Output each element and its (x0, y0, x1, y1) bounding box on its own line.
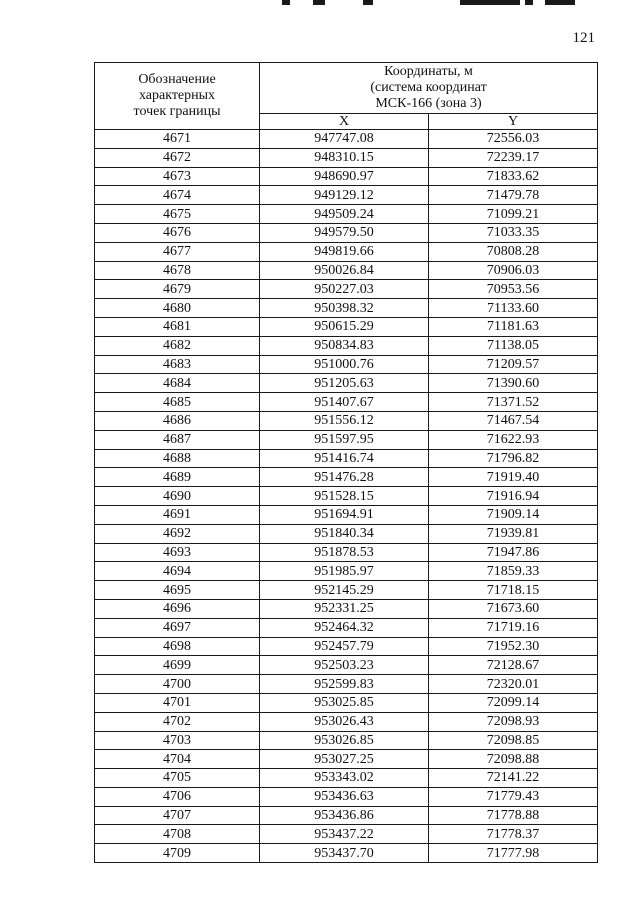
point-id-cell: 4677 (95, 242, 260, 261)
point-id-cell: 4694 (95, 562, 260, 581)
y-coordinate-cell: 72098.88 (429, 750, 598, 769)
point-id-cell: 4709 (95, 844, 260, 863)
point-id-cell: 4702 (95, 712, 260, 731)
table-row (95, 693, 598, 712)
table-row (95, 280, 598, 299)
point-id-cell: 4674 (95, 186, 260, 205)
x-coordinate-cell: 950227.03 (260, 280, 429, 299)
x-coordinate-cell: 949129.12 (260, 186, 429, 205)
point-designation-header (95, 63, 260, 130)
y-coordinate-cell: 71833.62 (429, 167, 598, 186)
point-id-cell: 4681 (95, 317, 260, 336)
page-number: 121 (572, 30, 595, 46)
y-coordinate-cell: 71479.78 (429, 186, 598, 205)
point-id-cell: 4671 (95, 130, 260, 149)
point-id-cell: 4679 (95, 280, 260, 299)
x-coordinate-cell: 947747.08 (260, 130, 429, 149)
point-id-cell: 4708 (95, 825, 260, 844)
point-id-cell: 4684 (95, 374, 260, 393)
table-row (95, 599, 598, 618)
table-row (95, 581, 598, 600)
x-coordinate-cell: 949509.24 (260, 205, 429, 224)
point-id-cell: 4685 (95, 393, 260, 412)
point-id-cell: 4693 (95, 543, 260, 562)
y-coordinate-cell: 71622.93 (429, 430, 598, 449)
table-row (95, 317, 598, 336)
table-row (95, 223, 598, 242)
point-id-cell: 4695 (95, 581, 260, 600)
point-id-cell: 4703 (95, 731, 260, 750)
table-row (95, 355, 598, 374)
point-id-cell: 4697 (95, 618, 260, 637)
table-row (95, 186, 598, 205)
table-row (95, 656, 598, 675)
table-body (95, 130, 598, 863)
x-coordinate-cell: 951000.76 (260, 355, 429, 374)
point-id-cell: 4676 (95, 223, 260, 242)
x-coordinate-cell: 953026.85 (260, 731, 429, 750)
x-coordinate-cell: 953343.02 (260, 769, 429, 788)
coords-header-line: (система координат (370, 80, 487, 95)
x-coordinate-cell: 951694.91 (260, 505, 429, 524)
point-id-cell: 4704 (95, 750, 260, 769)
x-coordinate-cell: 951205.63 (260, 374, 429, 393)
table-header (95, 63, 598, 130)
x-coordinate-cell: 951840.34 (260, 524, 429, 543)
y-coordinate-cell: 71033.35 (429, 223, 598, 242)
table-row (95, 167, 598, 186)
table-row (95, 336, 598, 355)
x-coordinate-cell: 952599.83 (260, 675, 429, 694)
x-coordinate-cell: 952457.79 (260, 637, 429, 656)
x-coordinate-cell: 951528.15 (260, 487, 429, 506)
x-coordinate-cell: 949579.50 (260, 223, 429, 242)
point-id-cell: 4699 (95, 656, 260, 675)
y-coordinate-cell: 71467.54 (429, 411, 598, 430)
table-row (95, 618, 598, 637)
point-id-cell: 4691 (95, 505, 260, 524)
x-coordinate-cell: 951416.74 (260, 449, 429, 468)
table-row (95, 393, 598, 412)
point-header-line: характерных (138, 88, 216, 103)
point-header-line: точек границы (133, 104, 221, 119)
table-row (95, 430, 598, 449)
point-id-cell: 4678 (95, 261, 260, 280)
table-row (95, 130, 598, 149)
y-column-header: Y (429, 114, 598, 130)
table-row (95, 637, 598, 656)
x-coordinate-cell: 950398.32 (260, 299, 429, 318)
point-id-cell: 4689 (95, 468, 260, 487)
x-coordinate-cell: 950615.29 (260, 317, 429, 336)
x-coordinate-cell: 950834.83 (260, 336, 429, 355)
point-header-line: Обозначение (138, 72, 216, 87)
table-row (95, 261, 598, 280)
y-coordinate-cell: 72098.93 (429, 712, 598, 731)
y-coordinate-cell: 71099.21 (429, 205, 598, 224)
x-coordinate-cell: 952464.32 (260, 618, 429, 637)
x-coordinate-cell: 951878.53 (260, 543, 429, 562)
point-id-cell: 4698 (95, 637, 260, 656)
y-coordinate-cell: 71778.88 (429, 806, 598, 825)
coordinates-table (94, 62, 598, 863)
x-coordinate-cell: 952503.23 (260, 656, 429, 675)
y-coordinate-cell: 72141.22 (429, 769, 598, 788)
x-coordinate-cell: 948690.97 (260, 167, 429, 186)
x-coordinate-cell: 951407.67 (260, 393, 429, 412)
coords-header-line: МСК-166 (зона 3) (375, 96, 482, 111)
y-coordinate-cell: 72128.67 (429, 656, 598, 675)
y-coordinate-cell: 71778.37 (429, 825, 598, 844)
table-row (95, 299, 598, 318)
point-id-cell: 4686 (95, 411, 260, 430)
y-coordinate-cell: 72099.14 (429, 693, 598, 712)
table-row (95, 825, 598, 844)
y-coordinate-cell: 71909.14 (429, 505, 598, 524)
point-id-cell: 4682 (95, 336, 260, 355)
table-row (95, 712, 598, 731)
y-coordinate-cell: 70906.03 (429, 261, 598, 280)
y-coordinate-cell: 71719.16 (429, 618, 598, 637)
point-id-cell: 4696 (95, 599, 260, 618)
x-coordinate-cell: 953026.43 (260, 712, 429, 731)
table-row (95, 487, 598, 506)
coordinates-header (260, 63, 598, 114)
point-id-cell: 4683 (95, 355, 260, 374)
table-row (95, 543, 598, 562)
table-row (95, 148, 598, 167)
x-coordinate-cell: 952331.25 (260, 599, 429, 618)
point-id-cell: 4707 (95, 806, 260, 825)
x-coordinate-cell: 949819.66 (260, 242, 429, 261)
table-row (95, 675, 598, 694)
y-coordinate-cell: 71947.86 (429, 543, 598, 562)
table-row (95, 524, 598, 543)
x-coordinate-cell: 953437.70 (260, 844, 429, 863)
x-coordinate-cell: 951985.97 (260, 562, 429, 581)
point-id-cell: 4675 (95, 205, 260, 224)
point-id-cell: 4690 (95, 487, 260, 506)
point-id-cell: 4672 (95, 148, 260, 167)
table-row (95, 562, 598, 581)
y-coordinate-cell: 71779.43 (429, 787, 598, 806)
y-coordinate-cell: 72098.85 (429, 731, 598, 750)
x-coordinate-cell: 953436.86 (260, 806, 429, 825)
y-coordinate-cell: 71718.15 (429, 581, 598, 600)
table-row (95, 468, 598, 487)
x-coordinate-cell: 951597.95 (260, 430, 429, 449)
y-coordinate-cell: 71209.57 (429, 355, 598, 374)
y-coordinate-cell: 71859.33 (429, 562, 598, 581)
table-row (95, 787, 598, 806)
x-coordinate-cell: 951556.12 (260, 411, 429, 430)
point-id-cell: 4680 (95, 299, 260, 318)
x-coordinate-cell: 952145.29 (260, 581, 429, 600)
table-row (95, 374, 598, 393)
x-coordinate-cell: 953437.22 (260, 825, 429, 844)
x-coordinate-cell: 950026.84 (260, 261, 429, 280)
y-coordinate-cell: 71138.05 (429, 336, 598, 355)
point-id-cell: 4706 (95, 787, 260, 806)
point-id-cell: 4688 (95, 449, 260, 468)
point-id-cell: 4687 (95, 430, 260, 449)
table-row (95, 449, 598, 468)
y-coordinate-cell: 71673.60 (429, 599, 598, 618)
x-coordinate-cell: 951476.28 (260, 468, 429, 487)
y-coordinate-cell: 71181.63 (429, 317, 598, 336)
x-column-header: X (260, 114, 429, 130)
table-row (95, 750, 598, 769)
point-id-cell: 4701 (95, 693, 260, 712)
y-coordinate-cell: 71952.30 (429, 637, 598, 656)
table-row (95, 242, 598, 261)
point-id-cell: 4700 (95, 675, 260, 694)
table-row (95, 769, 598, 788)
table-row (95, 731, 598, 750)
point-id-cell: 4673 (95, 167, 260, 186)
table-row (95, 505, 598, 524)
y-coordinate-cell: 71133.60 (429, 299, 598, 318)
y-coordinate-cell: 71919.40 (429, 468, 598, 487)
table-row (95, 844, 598, 863)
x-coordinate-cell: 953027.25 (260, 750, 429, 769)
x-coordinate-cell: 953025.85 (260, 693, 429, 712)
point-id-cell: 4692 (95, 524, 260, 543)
table-row (95, 411, 598, 430)
y-coordinate-cell: 71390.60 (429, 374, 598, 393)
y-coordinate-cell: 72239.17 (429, 148, 598, 167)
scan-artifact (255, 0, 585, 6)
y-coordinate-cell: 72556.03 (429, 130, 598, 149)
y-coordinate-cell: 71939.81 (429, 524, 598, 543)
x-coordinate-cell: 948310.15 (260, 148, 429, 167)
y-coordinate-cell: 70808.28 (429, 242, 598, 261)
table-row (95, 806, 598, 825)
point-id-cell: 4705 (95, 769, 260, 788)
y-coordinate-cell: 71916.94 (429, 487, 598, 506)
y-coordinate-cell: 70953.56 (429, 280, 598, 299)
y-coordinate-cell: 72320.01 (429, 675, 598, 694)
y-coordinate-cell: 71371.52 (429, 393, 598, 412)
table-row (95, 205, 598, 224)
x-coordinate-cell: 953436.63 (260, 787, 429, 806)
y-coordinate-cell: 71777.98 (429, 844, 598, 863)
coords-header-line: Координаты, м (384, 64, 473, 79)
y-coordinate-cell: 71796.82 (429, 449, 598, 468)
